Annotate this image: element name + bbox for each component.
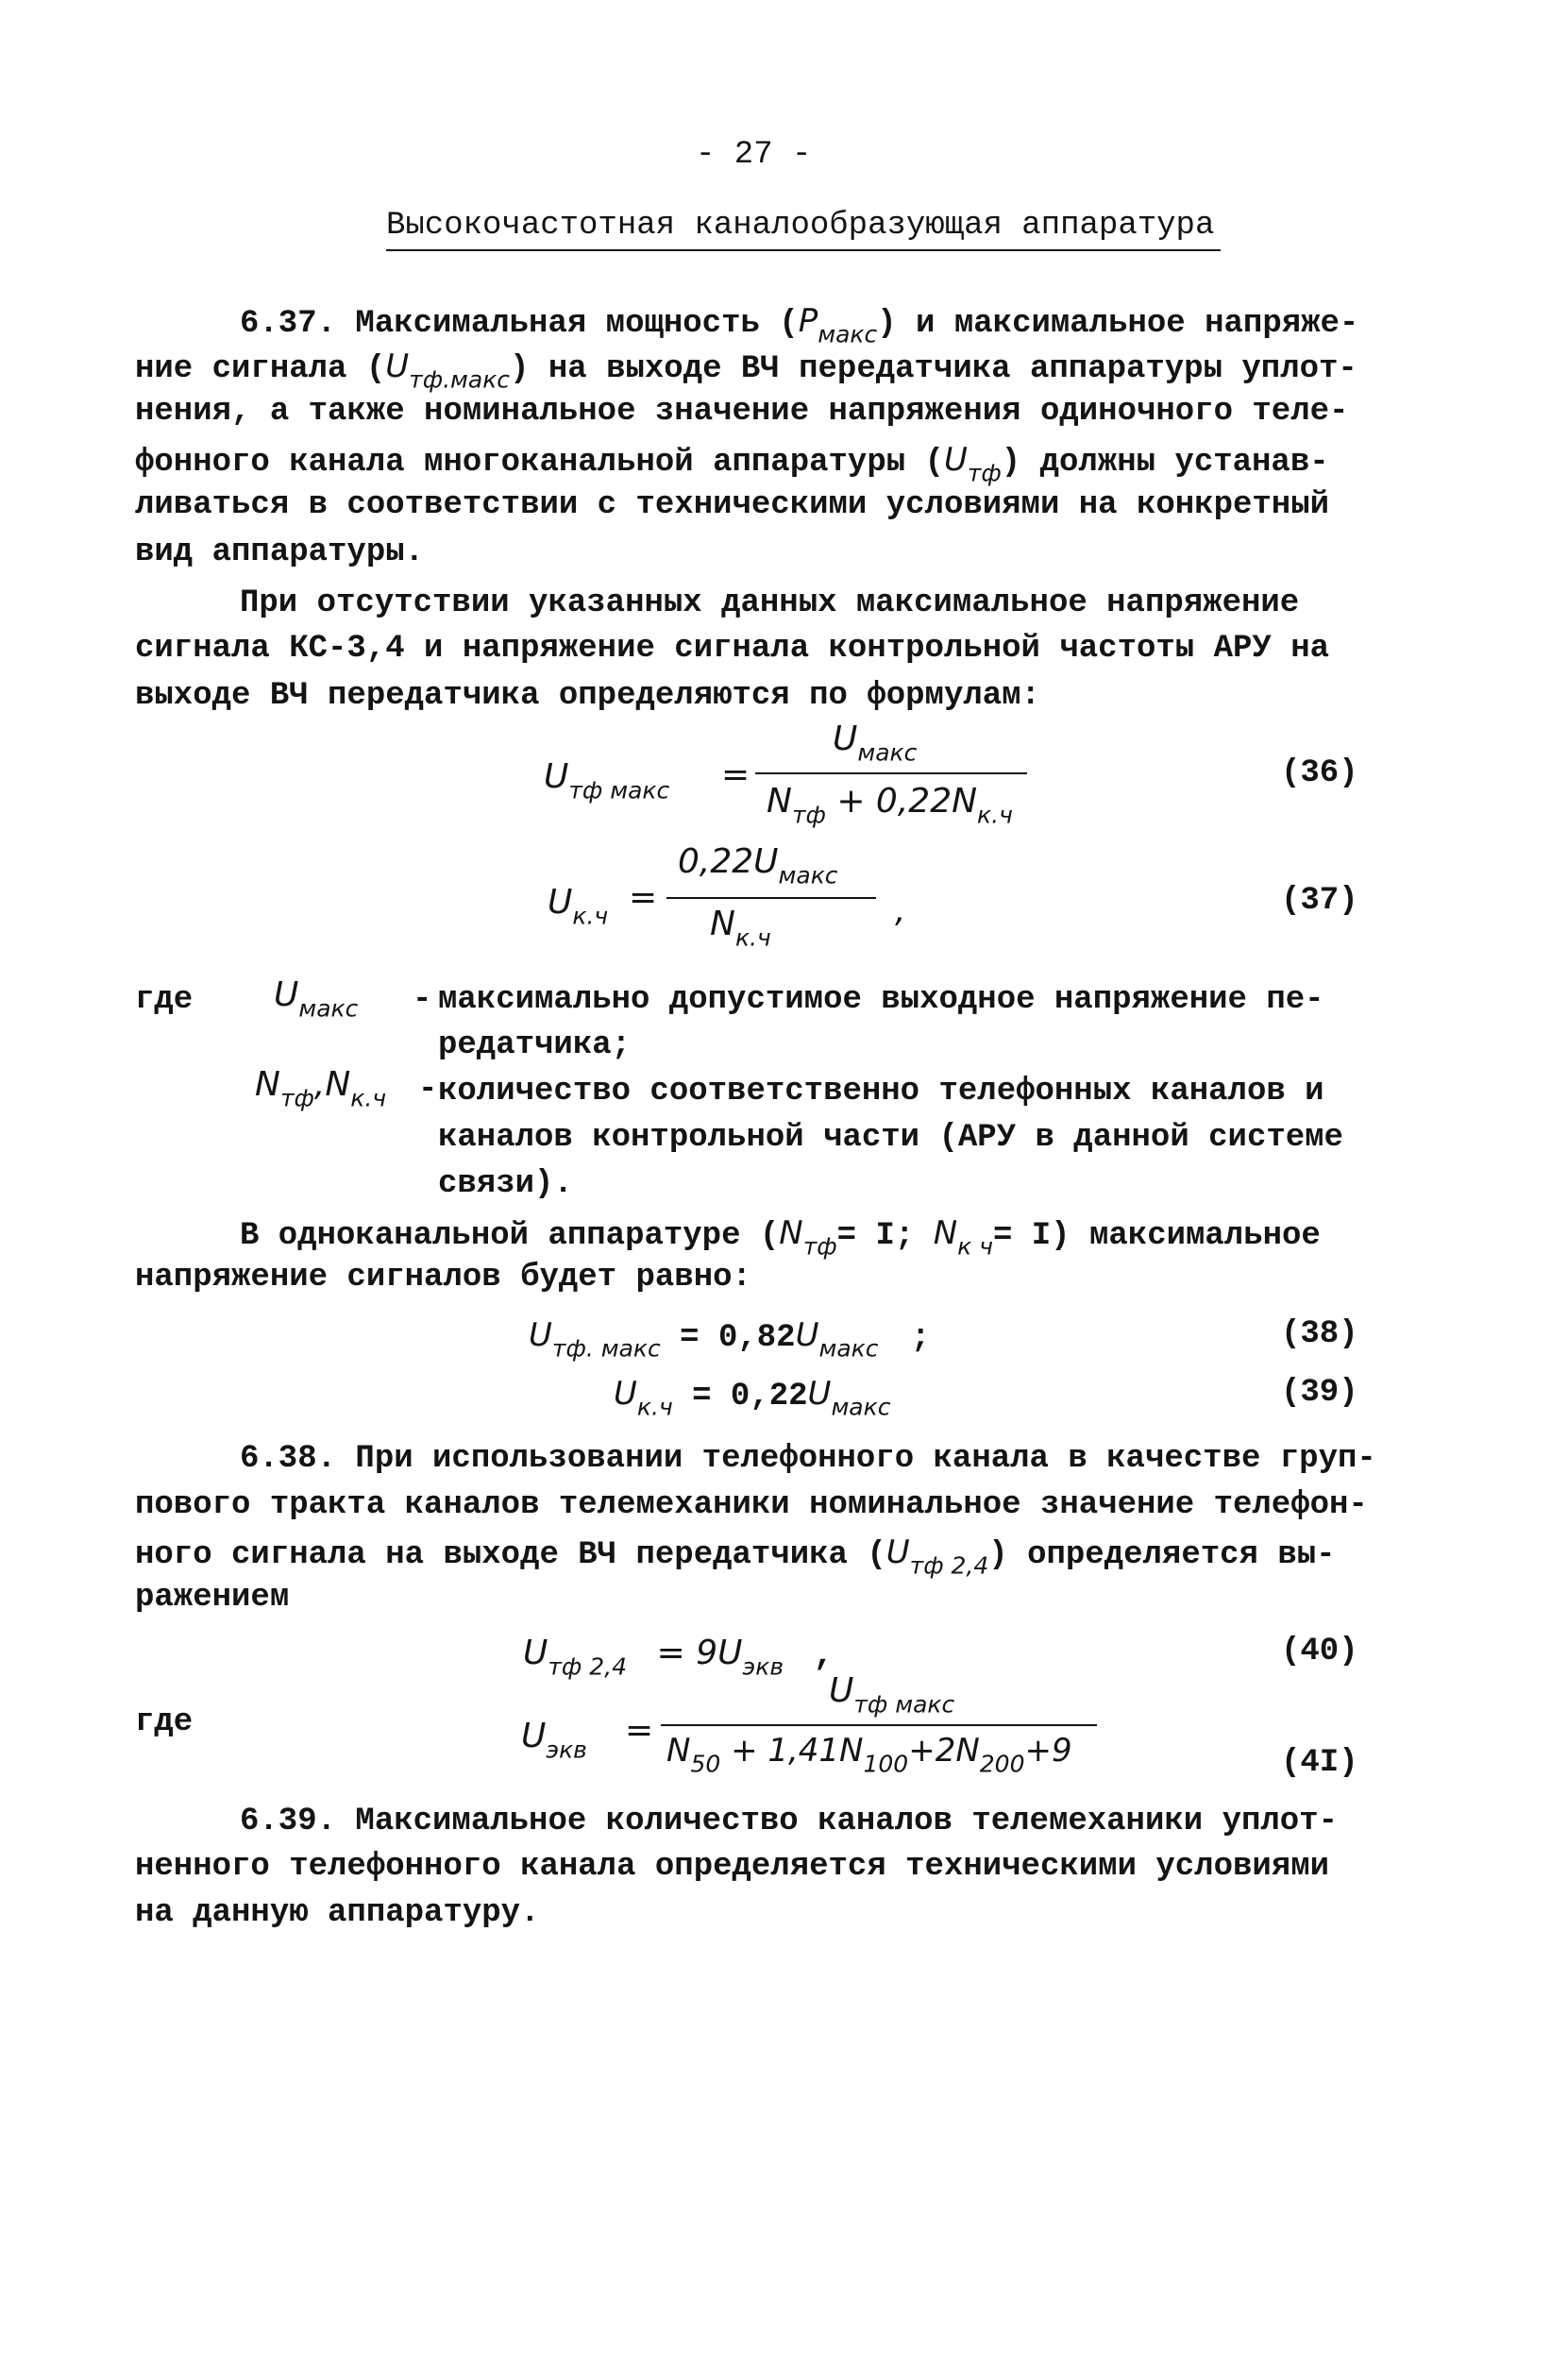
single-line-2: напряжение сигналов будет равно:: [135, 1260, 751, 1296]
f41-lhs: $U_{экв}$: [521, 1717, 587, 1764]
def1-line-1: максимально допустимое выходное напряжение пе-: [438, 982, 1324, 1018]
absence-line-3: выходе ВЧ передатчика определяются по формулам:: [135, 678, 1040, 714]
f36-eq: =: [721, 755, 750, 794]
absence-line-2: сигнала КС-3,4 и напряжение сигнала контрольной частоты АРУ на: [135, 631, 1330, 667]
def1-line-2: редатчика;: [438, 1027, 632, 1063]
p637-line-5: ливаться в соответствии с техническими условиями на конкретный: [135, 487, 1330, 523]
f37-lhs: $U_{к.ч}$: [548, 883, 609, 930]
n-kch-symbol: $N_{к ч}$: [933, 1214, 993, 1261]
title-underline: [386, 249, 1221, 251]
p639-line-3: на данную аппаратуру.: [135, 1895, 540, 1931]
def2-line-3: связи).: [438, 1166, 573, 1202]
page-number: - 27 -: [696, 137, 812, 173]
u-tf-symbol: $U_{тф}$: [943, 441, 1002, 487]
def2-line-2: каналов контрольной части (АРУ в данной системе: [438, 1120, 1343, 1156]
f37-numerator: $0,22U_{макс}$: [678, 842, 838, 889]
def1-symbol: $U_{макс}$: [274, 975, 359, 1023]
f36-denominator: $N_{тф} + 0,22N_{к.ч}$: [767, 782, 1013, 829]
n-tf-symbol: $N_{тф}$: [779, 1214, 837, 1261]
p638-line-2: пового тракта каналов телемеханики номинальное значение телефон-: [135, 1487, 1368, 1523]
f41-number: (4I): [1281, 1745, 1358, 1781]
where-label: где: [135, 982, 194, 1018]
u-tf-maks-symbol: $U_{тф.макс}$: [385, 347, 511, 394]
p637-line-3: нения, а также номинальное значение напряжения одиночного теле-: [135, 394, 1349, 430]
p-maks-symbol: $Р_{макс}$: [798, 302, 878, 348]
single-line-1: В одноканальной аппаратуре ($N_{тф}= I$; $N_{к ч}= I$) максимальное: [240, 1214, 1321, 1261]
f41-eq: =: [625, 1711, 654, 1750]
p637-line-6: вид аппаратуры.: [135, 534, 425, 570]
f36-fraction-bar: [755, 772, 1027, 774]
f38-expression: $U_{тф. макс} = 0,82U_{макс}$ ;: [529, 1316, 931, 1363]
f37-eq: =: [629, 878, 658, 917]
f41-fraction-bar: [661, 1724, 1097, 1726]
f41-denominator: $N_{50} + 1,41N_{100}+2N_{200}+9$: [666, 1732, 1072, 1778]
p637-line-1: 6.37. Максимальная мощность $(Р_{макс})$ и максимальное напряже-: [240, 302, 1359, 348]
f37-number: (37): [1281, 883, 1358, 919]
absence-line-1: При отсутствии указанных данных максимальное напряжение: [240, 585, 1300, 621]
f37-fraction-bar: [666, 897, 876, 899]
f38-number: (38): [1281, 1316, 1358, 1352]
section-title: Высокочастотная каналообразующая аппаратура: [386, 208, 1215, 244]
f39-expression: $U_{к.ч} = 0,22U_{макс}$: [614, 1375, 891, 1421]
f36-numerator: $U_{макс}$: [833, 720, 918, 767]
f41-where-label: где: [135, 1704, 194, 1740]
def1-dash: -: [413, 982, 432, 1018]
def2-dash: -: [418, 1072, 438, 1108]
f40-number: (40): [1281, 1634, 1358, 1669]
p638-line-4: ражением: [135, 1580, 290, 1616]
f36-number: (36): [1281, 755, 1358, 791]
f37-comma: ,: [895, 891, 906, 930]
u-tf24-symbol: $U_{тф 2,4}$: [885, 1533, 989, 1580]
f37-denominator: $N_{к.ч}$: [710, 905, 771, 952]
p639-line-1: 6.39. Максимальное количество каналов телемеханики уплот-: [240, 1804, 1338, 1839]
f41-numerator: $U_{тф макс}$: [829, 1671, 955, 1719]
p638-line-1: 6.38. При использовании телефонного канала в качестве груп-: [240, 1441, 1376, 1477]
p637-line-4: фонного канала многоканальной аппаратуры $(U_{тф})$ должны устанав-: [135, 441, 1329, 487]
p639-line-2: ненного телефонного канала определяется техническими условиями: [135, 1849, 1330, 1885]
f40-expression: $U_{тф 2,4} = 9U_{экв}$ ,: [523, 1634, 835, 1681]
f36-lhs: $U_{тф макс}$: [544, 757, 670, 805]
p637-line-2: ние сигнала $(U_{тф.макс})$ на выходе ВЧ передатчика аппаратуры уплот-: [135, 347, 1357, 394]
p638-line-3: ного сигнала на выходе ВЧ передатчика $(U_{тф 2,4})$ определяется вы-: [135, 1533, 1336, 1580]
f39-number: (39): [1281, 1375, 1358, 1411]
def2-symbols: $N_{тф},N_{к.ч}$: [255, 1065, 387, 1112]
def2-line-1: количество соответственно телефонных каналов и: [438, 1074, 1324, 1110]
